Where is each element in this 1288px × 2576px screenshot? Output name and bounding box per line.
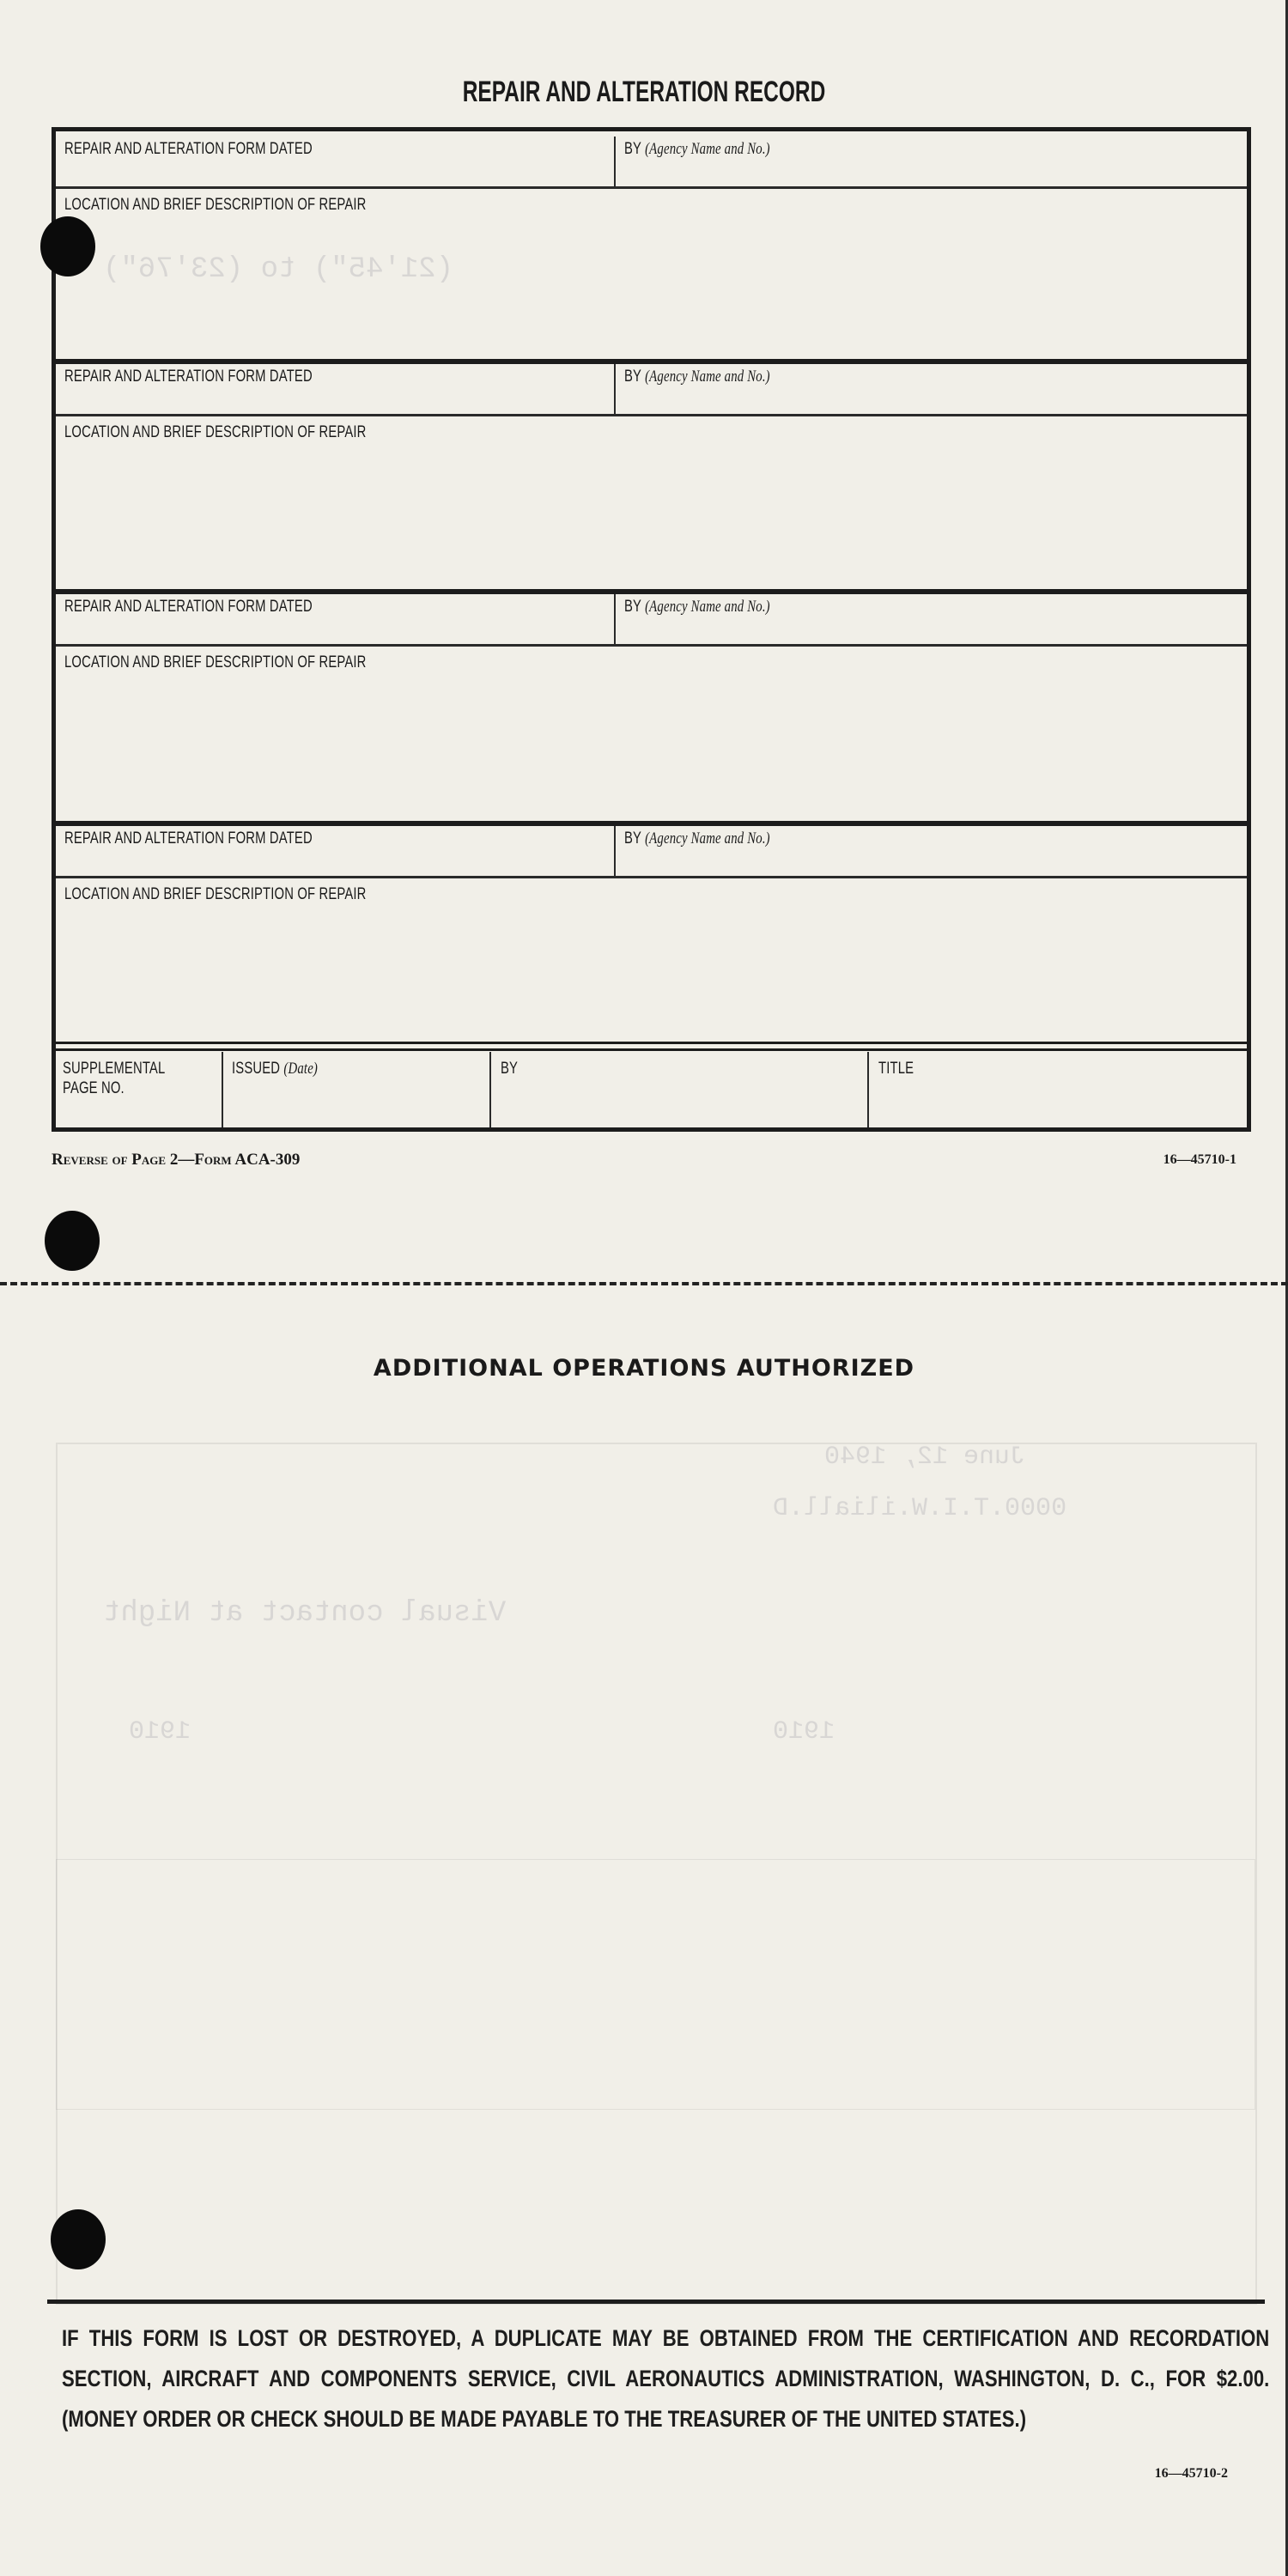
row-divider [56, 644, 1247, 647]
issued-date-label: ISSUED (Date) [232, 1060, 319, 1078]
column-divider [867, 1052, 869, 1127]
bleed-through-text: 1910 [773, 1717, 835, 1747]
column-divider [614, 826, 616, 876]
punch-hole-icon [51, 2209, 106, 2269]
punch-hole-icon [40, 216, 95, 276]
agency-label: BY (Agency Name and No.) [624, 598, 770, 616]
description-label: LOCATION AND BRIEF DESCRIPTION OF REPAIR [64, 196, 367, 214]
agency-label: BY (Agency Name and No.) [624, 368, 770, 386]
column-divider [222, 1052, 223, 1127]
description-label: LOCATION AND BRIEF DESCRIPTION OF REPAIR [64, 423, 367, 441]
form-dated-label: REPAIR AND ALTERATION FORM DATED [64, 368, 313, 386]
description-label: LOCATION AND BRIEF DESCRIPTION OF REPAIR [64, 885, 367, 903]
form-dated-row [56, 359, 1247, 414]
record-section-4 [56, 821, 1247, 1044]
form-dated-label: REPAIR AND ALTERATION FORM DATED [64, 598, 313, 616]
print-code: 16—45710-1 [1163, 1152, 1236, 1167]
print-code: 16—45710-2 [1154, 2466, 1228, 2481]
row-divider [56, 186, 1247, 189]
bleed-through-text: June 12, 1940 [824, 1443, 1026, 1472]
form-dated-row [56, 131, 1247, 186]
punch-hole-icon [45, 1211, 100, 1271]
agency-label: BY (Agency Name and No.) [624, 829, 770, 848]
bleed-through-text: 0000.T.I.W.iliall.D [773, 1494, 1067, 1523]
record-section-2 [56, 359, 1247, 591]
row-divider [56, 414, 1247, 416]
bleed-through-text: (21'45") to (23'76") [103, 253, 454, 286]
agency-label: BY (Agency Name and No.) [624, 140, 770, 158]
supplemental-row [56, 1042, 1247, 1127]
repair-record-table [52, 127, 1251, 1132]
form-reference: Reverse of Page 2—Form ACA-309 [52, 1151, 301, 1169]
row-divider [56, 876, 1247, 878]
bleed-through-table [56, 1859, 1255, 2110]
record-section-1 [56, 131, 1247, 363]
column-divider [489, 1052, 491, 1127]
bleed-through-text: Visual contact at Night [103, 1597, 507, 1630]
page-title: REPAIR AND ALTERATION RECORD [462, 76, 826, 108]
notice-rule [47, 2300, 1265, 2304]
column-divider [614, 594, 616, 644]
double-rule [56, 1042, 1247, 1044]
column-divider [614, 364, 616, 414]
fold-cut-line [0, 1282, 1288, 1285]
double-rule [56, 1048, 1247, 1051]
description-label: LOCATION AND BRIEF DESCRIPTION OF REPAIR [64, 653, 367, 671]
duplicate-notice: IF THIS FORM IS LOST OR DESTROYED, A DUPLICATE MAY BE OBTAINED FROM THE CERTIFICATION AND RECORDATION SECTION, AIRCRAFT AND COMPONENTS SERVICE, CIVIL AERONAUTICS ADMINISTRATION, WASHINGTON, D. C., FOR $2.00. (MONEY ORDER OR CHECK SHOULD BE MADE PAYABLE TO THE TREASURER OF THE UNITED STATES.) [62, 2325, 1270, 2432]
supplemental-page-label: SUPPLEMENTAL PAGE NO. [63, 1060, 166, 1097]
column-divider [614, 137, 616, 186]
bleed-through-text: 1910 [129, 1717, 191, 1747]
form-dated-row [56, 589, 1247, 644]
issued-by-label: BY [501, 1060, 519, 1078]
record-section-3 [56, 589, 1247, 821]
section-title: ADDITIONAL OPERATIONS AUTHORIZED [373, 1355, 915, 1382]
title-label: TITLE [878, 1060, 914, 1078]
form-dated-row [56, 821, 1247, 876]
form-dated-label: REPAIR AND ALTERATION FORM DATED [64, 140, 313, 158]
form-dated-label: REPAIR AND ALTERATION FORM DATED [64, 829, 313, 848]
